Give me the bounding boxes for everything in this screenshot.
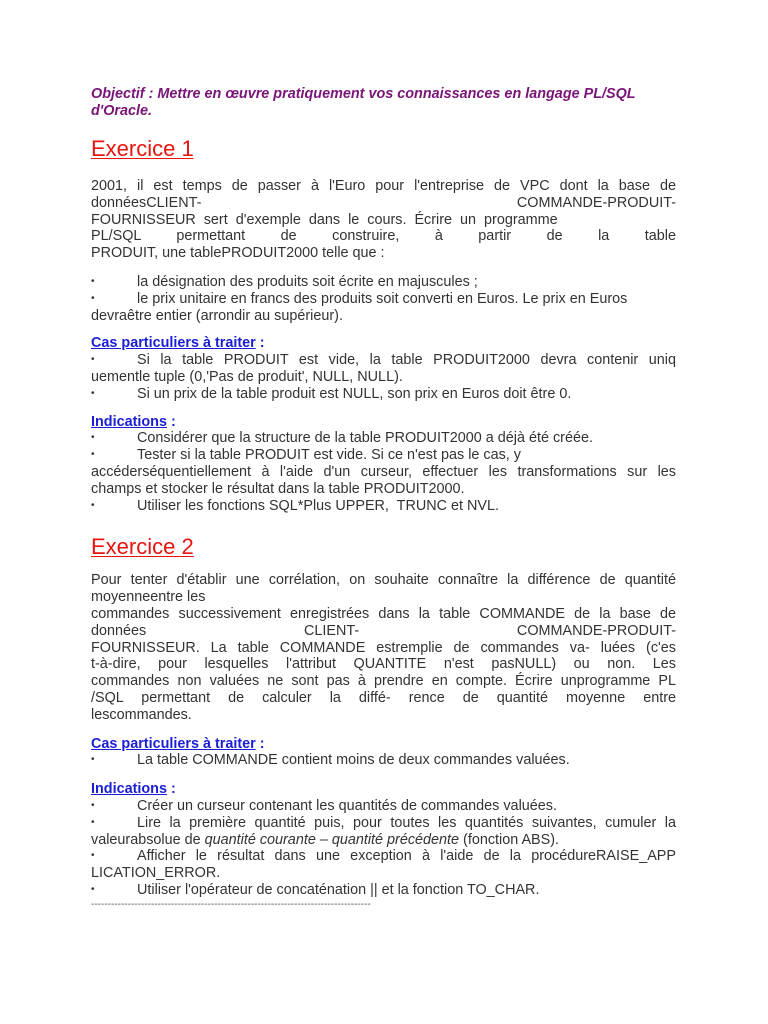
exercice-1-intro [91,178,676,262]
intro-line: commandes non valuées ne sont pas à prendre en compte. Écrire unprogramme PL [91,673,676,690]
list-item-continuation: devraêtre entier (arrondir au supérieur). [91,307,343,324]
list-item-continuation: valeurabsolue de quantité courante – quantité précédente (fonction ABS). [91,831,560,848]
intro-line: PL/SQL permettant de construire, à partir de la table [91,228,677,245]
separator-line: ------------------------------------------------------------------------------------ [91,898,371,910]
list-item-continuation: accéderséquentiellement à l'aide d'un curseur, effectuer les transformations sur les [91,463,676,480]
intro-line: données CLIENT- COMMANDE-PRODUIT- [91,622,677,639]
cas-particuliers-heading: Cas particuliers à traiter : [91,735,265,752]
intro-line: FOURNISSEUR. La table COMMANDE estremplie de commandes va- luées (c'es [91,639,676,656]
intro-line: PRODUIT, une tablePRODUIT2000 telle que : [91,245,385,262]
intro-line: lescommandes. [91,706,192,723]
exercice-1-title: Exercice 1 [91,136,194,161]
intro-line: donnéesCLIENT- COMMANDE-PRODUIT- [91,194,676,211]
list-item: • Si la table PRODUIT est vide, la table PRODUIT2000 devra contenir uniq [91,352,676,369]
intro-line: Pour tenter d'établir une corrélation, on souhaite connaître la différence de quantité [91,572,676,589]
intro-line: t-à-dire, pour lesquelles l'attribut QUANTITE n'est pasNULL) ou non. Les [91,656,676,673]
cas-particuliers-heading: Cas particuliers à traiter : [91,335,265,352]
list-item: • la désignation des produits soit écrite en majuscules ; [91,273,478,290]
list-item: • Considérer que la structure de la table PRODUIT2000 a déjà été créée. [91,430,593,447]
list-item: • Utiliser les fonctions SQL*Plus UPPER, TRUNC et NVL. [91,497,500,514]
intro-line: FOURNISSEUR sert d'exemple dans le cours. Écrire un programme [91,211,558,228]
list-item: • Créer un curseur contenant les quantités de commandes valuées. [91,797,557,814]
list-item: • Afficher le résultat dans une exception à l'aide de la procédureRAISE_APP [91,848,676,865]
indications-heading: Indications : [91,781,176,798]
list-item: • Utiliser l'opérateur de concaténation || et la fonction TO_CHAR. [91,881,540,898]
indications-heading: Indications : [91,413,176,430]
intro-line: commandes successivement enregistrées dans la table COMMANDE de la base de [91,605,676,622]
objectif-text: Objectif : Mettre en œuvre pratiquement vos connaissances en langage PL/SQL d'Oracle. [91,86,636,119]
list-item: • Si un prix de la table produit est NULL, son prix en Euros doit être 0. [91,385,572,402]
list-item: • Lire la première quantité puis, pour toutes les quantités suivantes, cumuler la [91,814,676,831]
intro-line: 2001, il est temps de passer à l'Euro pour l'entreprise de VPC dont la base de [91,178,676,194]
intro-line: /SQL permettant de calculer la diffé- rence de quantité moyenne entre [91,689,677,706]
list-item-continuation: LICATION_ERROR. [91,865,221,882]
list-item: • La table COMMANDE contient moins de deux commandes valuées. [91,752,570,769]
document-page [91,86,676,911]
exercice-2-title: Exercice 2 [91,534,194,560]
list-item: • le prix unitaire en francs des produits soit converti en Euros. Le prix en Euros [91,290,628,307]
list-item-continuation: champs et stocker le résultat dans la table PRODUIT2000. [91,480,465,497]
intro-line: moyenneentre les [91,589,206,606]
exercice-2-intro [91,572,676,723]
list-item: • Tester si la table PRODUIT est vide. Si ce n'est pas le cas, y [91,447,521,464]
list-item-continuation: uementle tuple (0,'Pas de produit', NULL, NULL). [91,368,403,385]
